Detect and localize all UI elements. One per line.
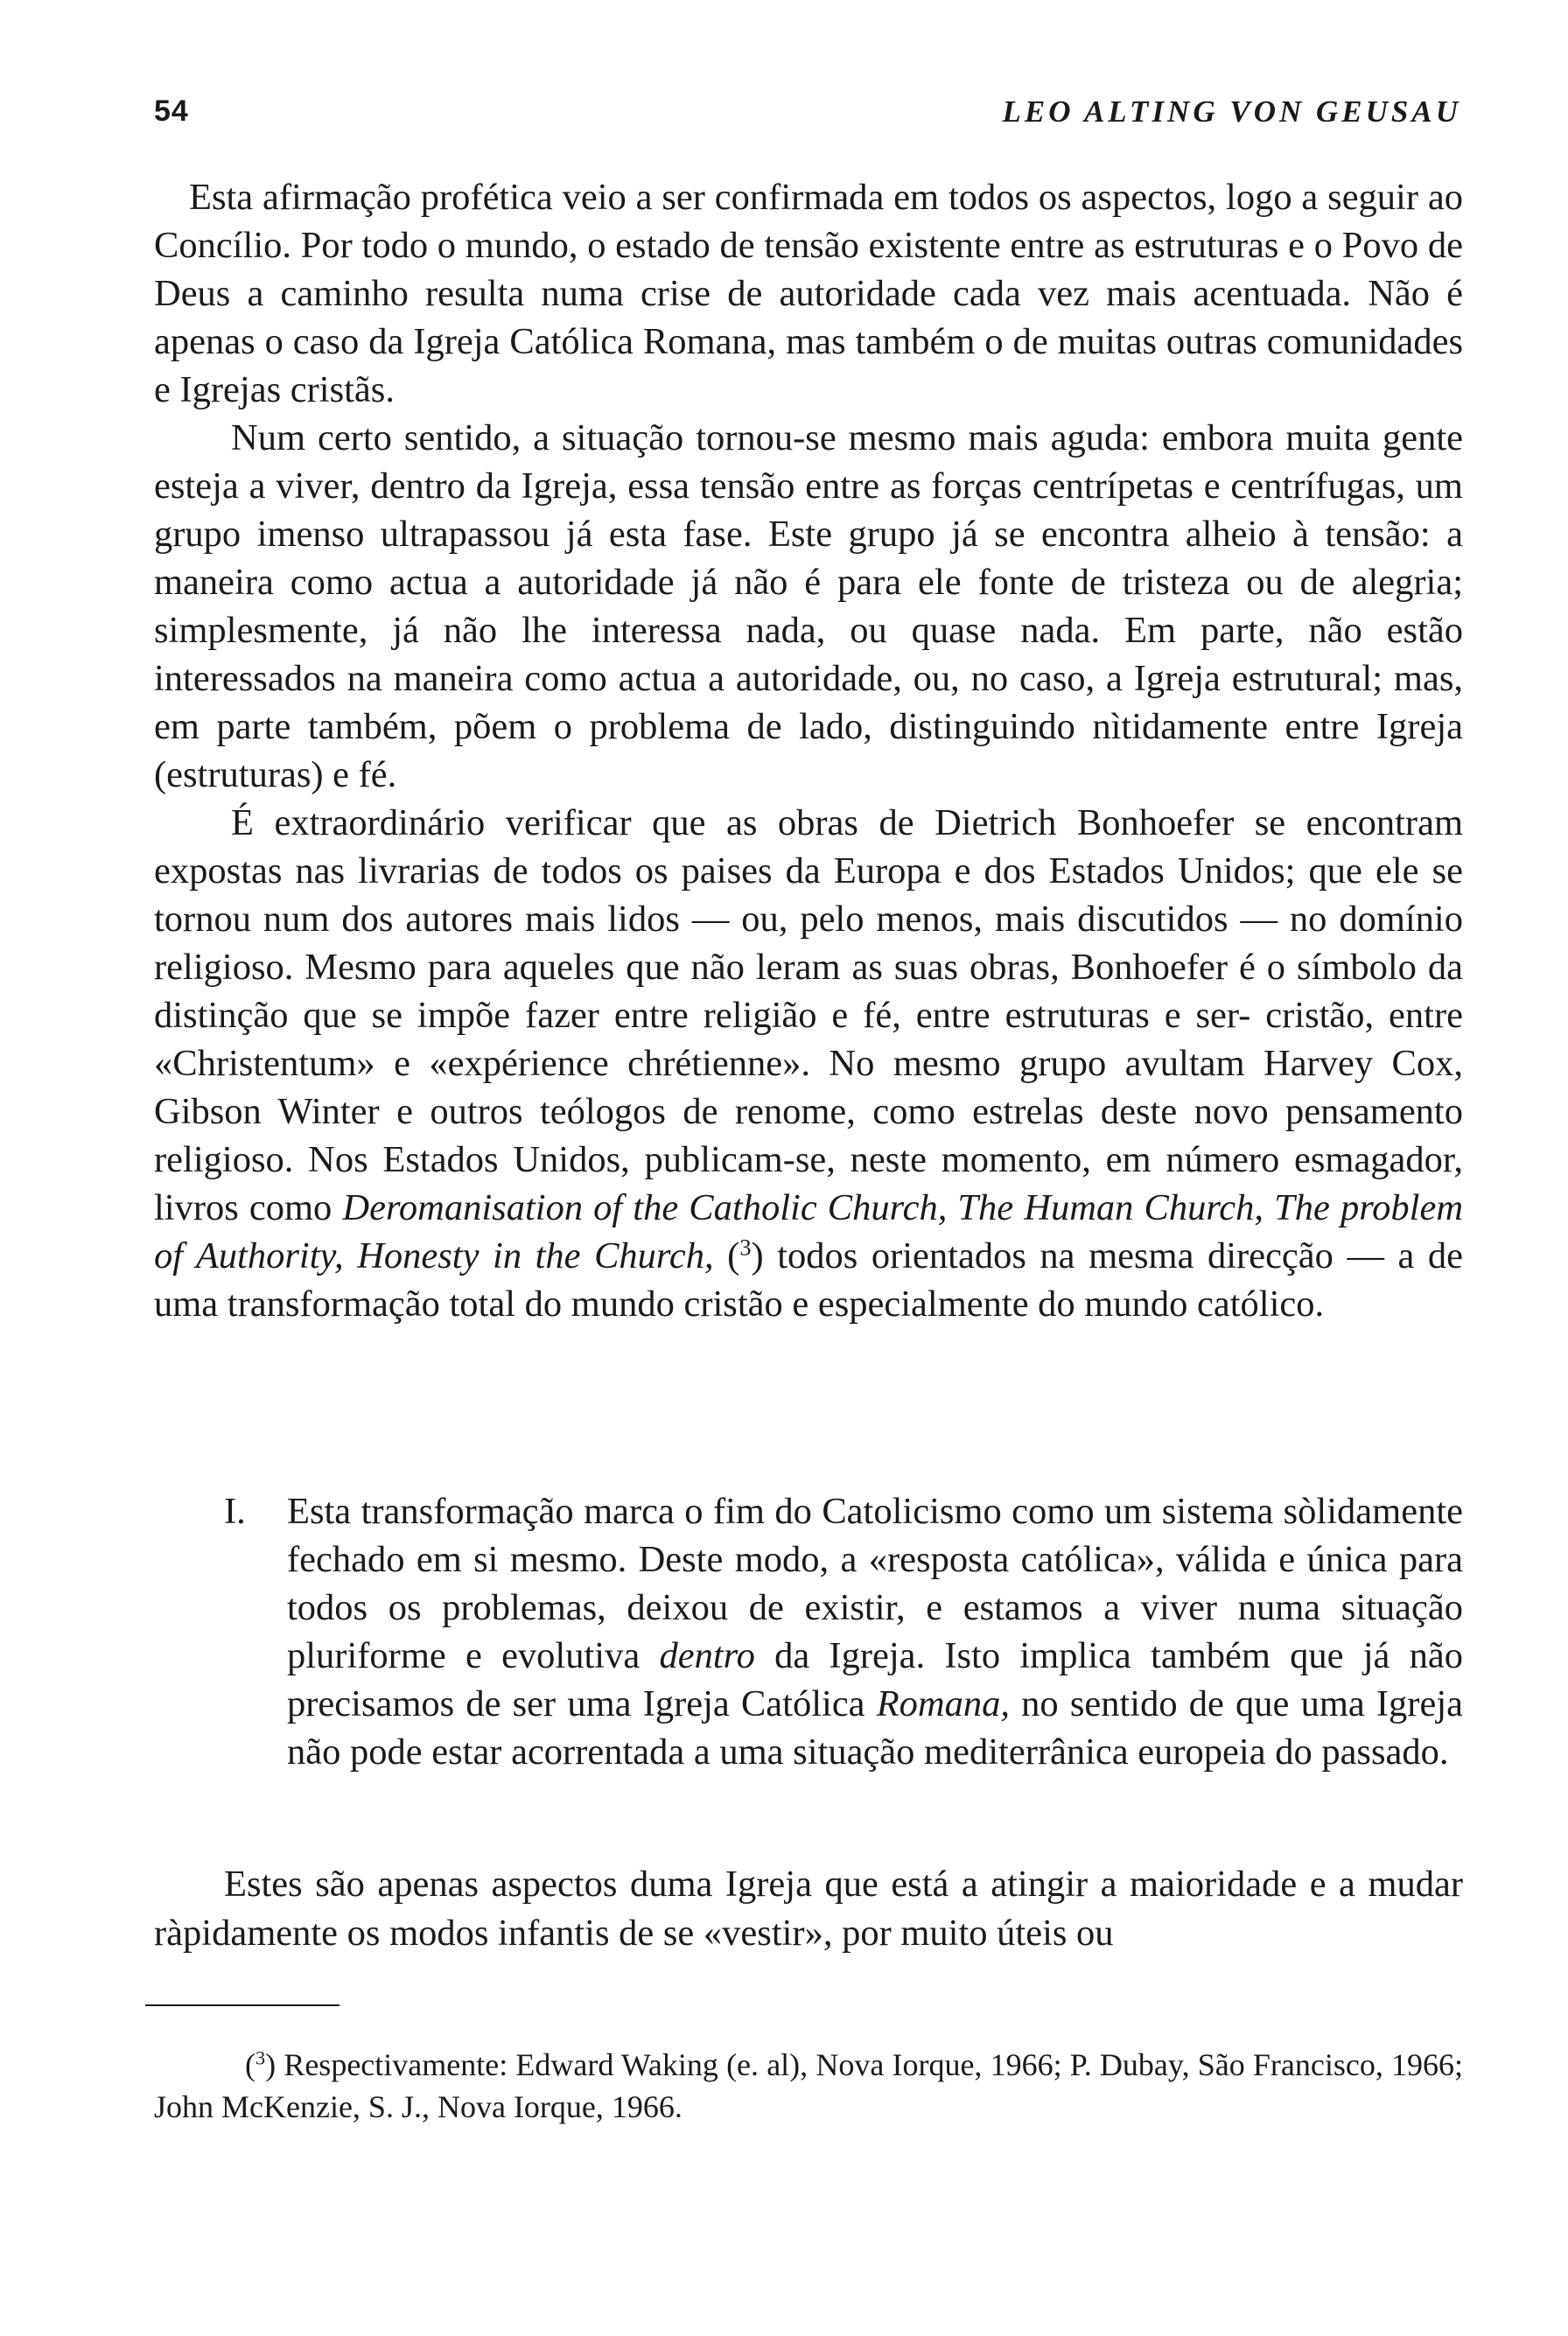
book-title-human-church: The Human Church, xyxy=(957,1187,1264,1228)
footnote-3: ($^3$) Respectivamente: Edward Waking (e. al), Nova Iorque, 1966; P. Dubay, São Francisco, 1966; John McKenzie, S. J., Nova Iorque, 1966. xyxy=(154,2046,1463,2124)
footnote-text: Respectivamente: Edward Waking (e. al), Nova Iorque, 1966; P. Dubay, São Francisco, 1966; John McKenzie, S. J., Nova Iorque, 1966. xyxy=(154,2047,1463,2124)
closing-paragraph xyxy=(154,1860,1463,1958)
footnote xyxy=(154,2044,1463,2128)
paragraph-3-text-a: É extraordinário verificar que as obras de Dietrich Bonhoefer se encontram expostas nas livrarias de todos os paises da Europa e dos Estados Unidos; que ele se tornou num dos autores mais lidos — ou, pelo menos, mais discutidos — no domínio religioso. Mesmo para aqueles que não leram as suas obras, Bonhoefer é o símbolo da distinção que se impõe fazer entre religião e fé, entre estruturas e ser- cristão, entre «Christentum» e «expérience chrétienne». No mesmo grupo avultam Harvey Cox, Gibson Winter e outros teólogos de renome, como estrelas deste novo pensamento religioso. Nos Estados Unidos, publicam-se, neste momento, em número esmagador, livros como xyxy=(154,802,1463,1228)
footnote-ref: ($^3$) xyxy=(727,1234,764,1276)
page-number: 54 xyxy=(154,94,189,128)
page-header xyxy=(154,94,1461,147)
paragraph-1: Esta afirmação profética veio a ser confirmada em todos os aspectos, logo a seguir ao Concílio. Por todo o mundo, o estado de tensão existente entre as estruturas e o Povo de Deus a caminho resulta numa crise de autoridade cada vez mais acentuada. Não é apenas o caso da Igreja Católica Romana, mas também o de muitas outras comunidades e Igrejas cristãs. xyxy=(154,177,1463,410)
paragraph-3 xyxy=(154,799,1463,1328)
book-title-honesty: Honesty in the Church, xyxy=(357,1235,714,1276)
numbered-item-marker: I. xyxy=(224,1491,246,1532)
emphasis-dentro: dentro xyxy=(659,1635,755,1676)
numbered-item xyxy=(154,1487,1463,1776)
footnote-divider xyxy=(145,2004,340,2006)
body-text xyxy=(154,173,1463,1328)
footnote-number: 3 xyxy=(256,2046,266,2069)
numbered-item-text: Esta transformação marca o fim do Catolicismo como um sistema sòlidamente fechado em si mesmo. Deste modo, a «resposta católica», válida e única para todos os problemas, deixou de existir, e estamos a viver numa situação pluriforme e evolutiva dentro da Igreja. Isto implica também que já não precisamos de ser uma Igreja Católica Romana, no sentido de que uma Igreja não pode estar acorrentada a uma situação mediterrânica europeia do passado. xyxy=(287,1491,1463,1773)
paragraph-2: Num certo sentido, a situação tornou-se mesmo mais aguda: embora muita gente esteja a viver, dentro da Igreja, essa tensão entre as forças centrípetas e centrífugas, um grupo imenso ultrapassou já esta fase. Este grupo já se encontra alheio à tensão: a maneira como actua a autoridade já não é para ele fonte de tristeza ou de alegria; simplesmente, já não lhe interessa nada, ou quase nada. Em parte, não estão interessados na maneira como actua a autoridade, ou, no caso, a Igreja estrutural; mas, em parte também, põem o problema de lado, distinguindo nìtidamente entre Igreja (estruturas) e fé. xyxy=(154,417,1463,795)
book-title-deromanisation: Deromanisation of the Catholic Church, xyxy=(342,1187,948,1228)
emphasis-romana: Romana, xyxy=(876,1683,1010,1724)
book-title-problem-of-authority: The problem of Authority, xyxy=(154,1187,1464,1276)
running-head: LEO ALTING VON GEUSAU xyxy=(1002,94,1461,129)
footnote-ref-number: 3 xyxy=(739,1234,752,1261)
paragraph-3-text-b: todos orientados na mesma direcção — a de uma transformação total do mundo cristão e especialmente do mundo católico. xyxy=(154,1235,1464,1325)
closing-text: Estes são apenas aspectos duma Igreja que está a atingir a maioridade e a mudar ràpidamente os modos infantis de se «vestir», por muito úteis ou xyxy=(154,1864,1463,1954)
